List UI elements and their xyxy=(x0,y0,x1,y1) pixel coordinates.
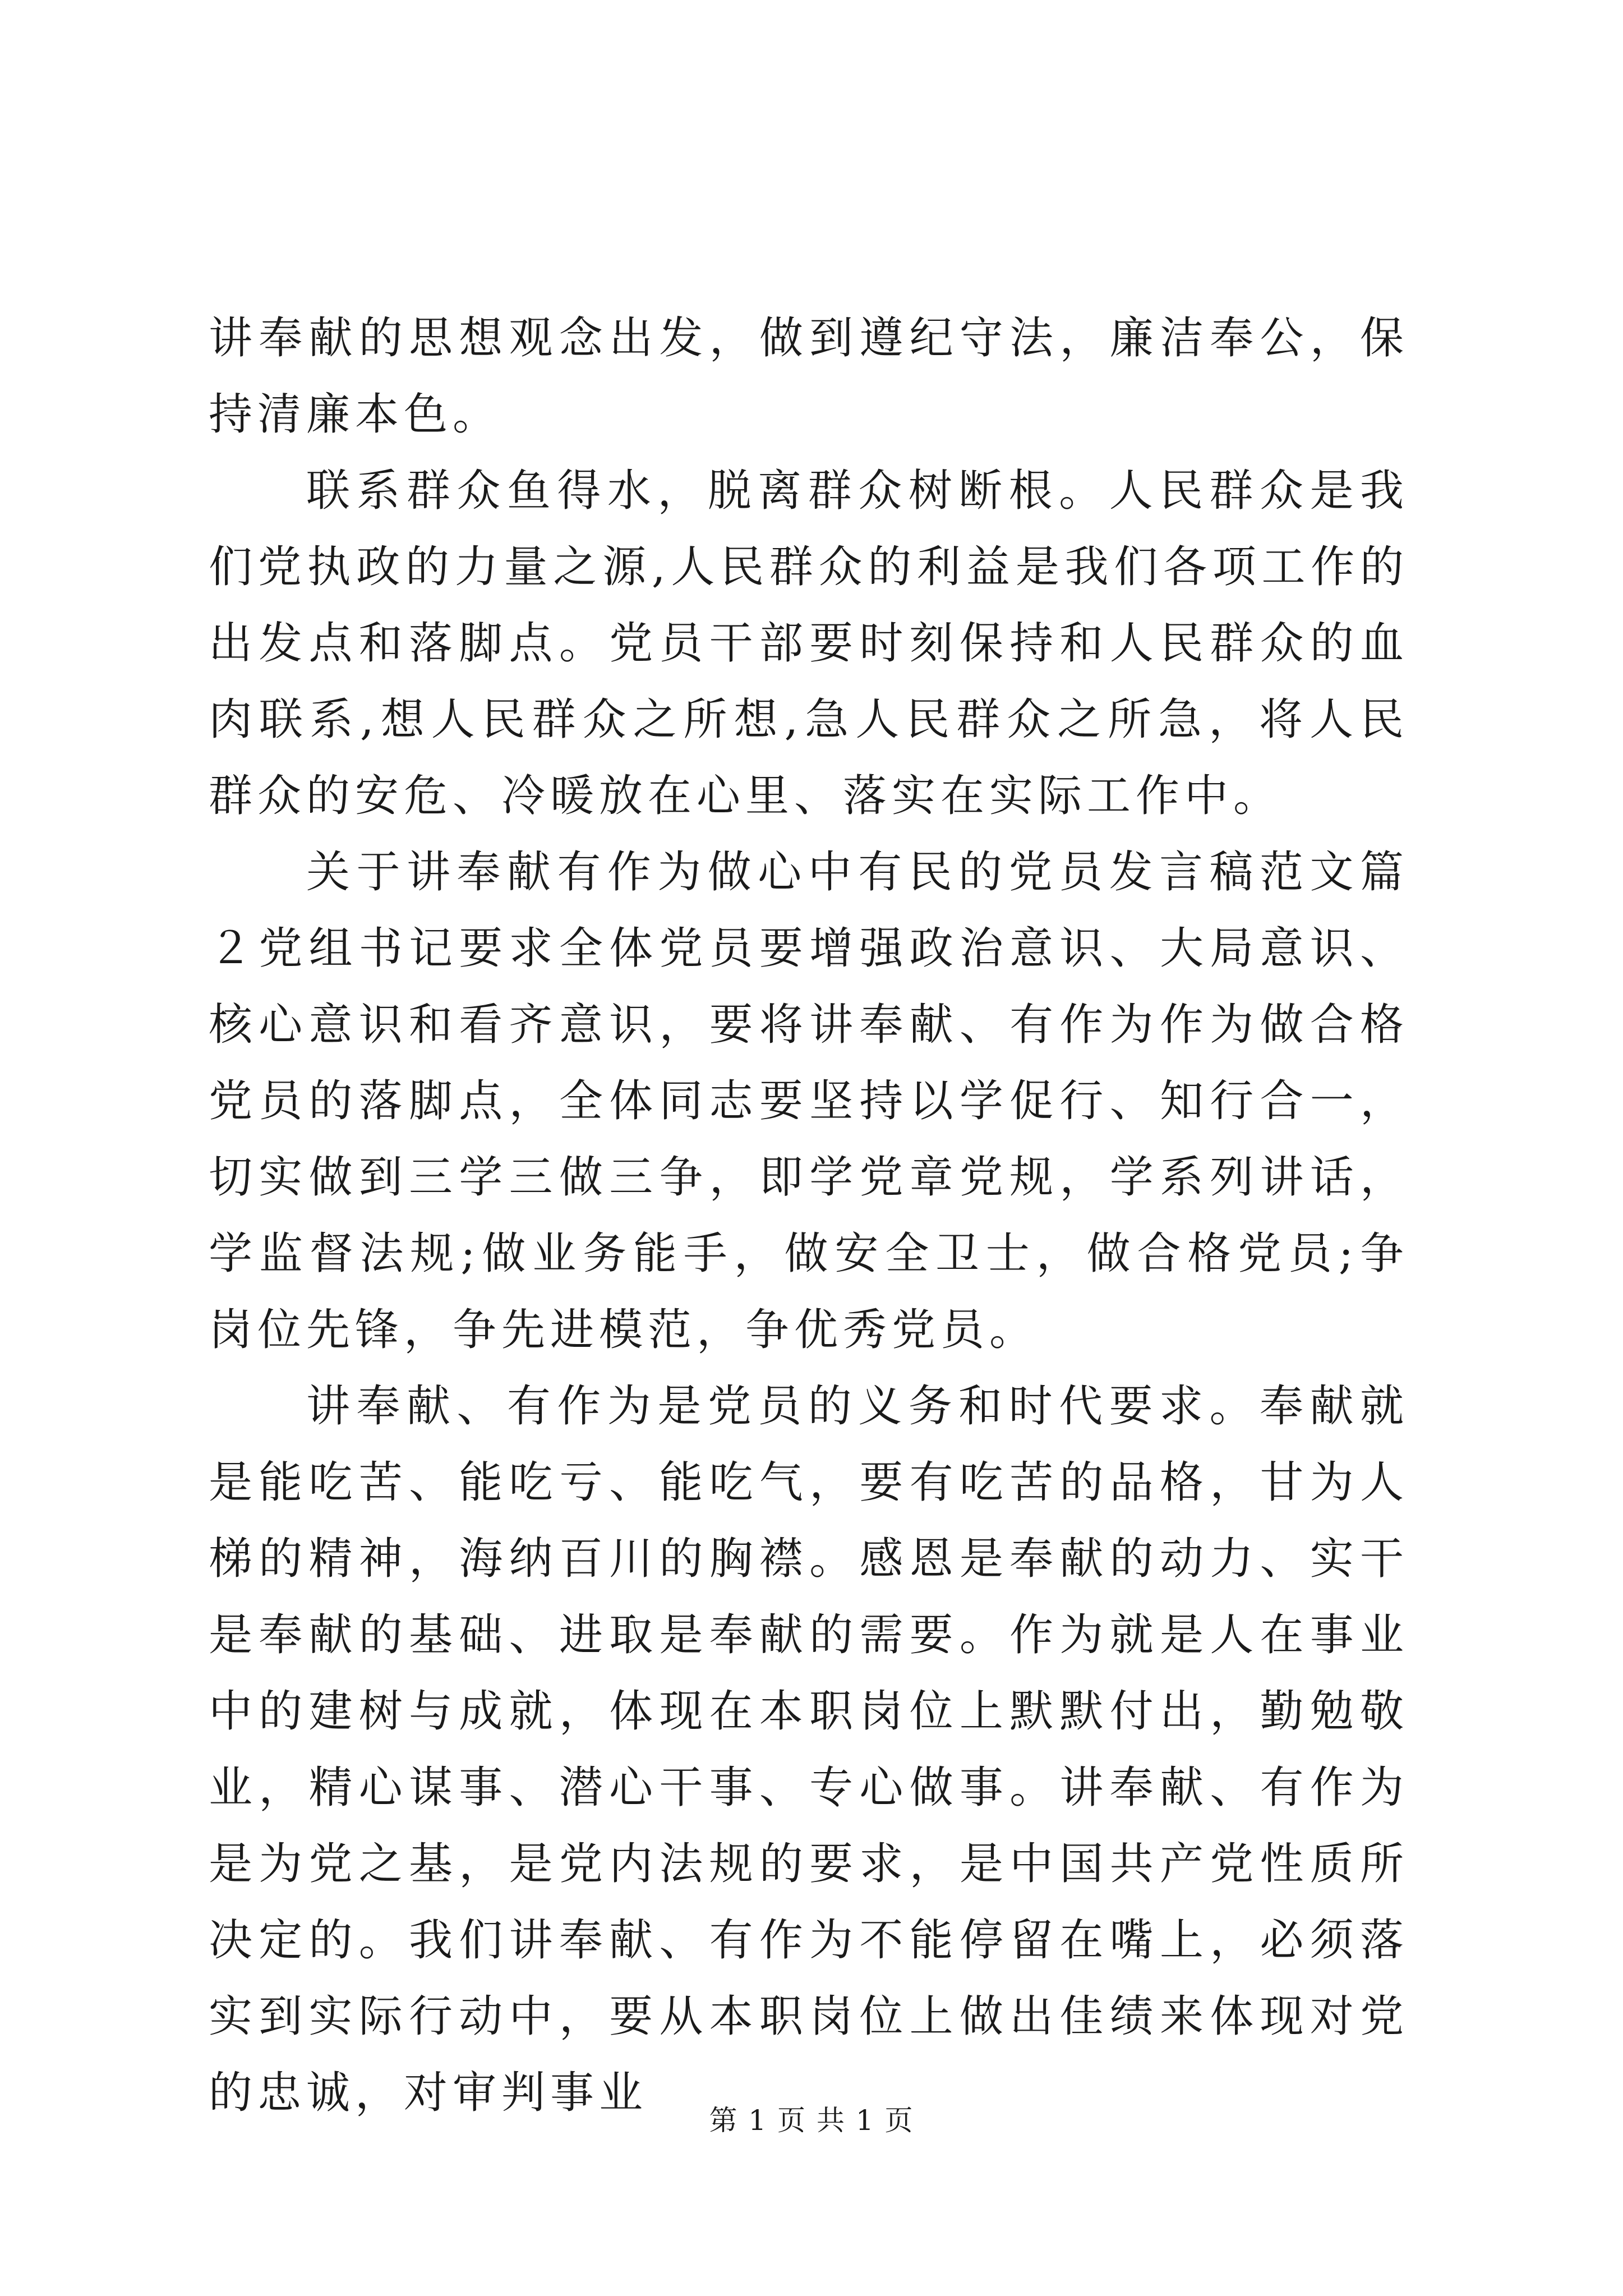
paragraph-3: 关于讲奉献有作为做心中有民的党员发言稿范文篇２党组书记要求全体党员要增强政治意识、大局意识、核心意识和看齐意识，要将讲奉献、有作为作为做合格党员的落脚点，全体同志要坚持以学促行、知行合一，切实做到三学三做三争，即学党章党规，学系列讲话，学监督法规;做业务能手，做安全卫士，做合格党员;争岗位先锋，争先进模范，争优秀党员。 xyxy=(209,847,1409,1355)
document-body xyxy=(209,300,1409,2131)
paragraph-4: 讲奉献、有作为是党员的义务和时代要求。奉献就是能吃苦、能吃亏、能吃气，要有吃苦的品格，甘为人梯的精神，海纳百川的胸襟。感恩是奉献的动力、实干是奉献的基础、进取是奉献的需要。作为就是人在事业中的建树与成就，体现在本职岗位上默默付出，勤勉敬业，精心谋事、潜心干事、专心做事。讲奉献、有作为是为党之基，是党内法规的要求，是中国共产党性质所决定的。我们讲奉献、有作为不能停留在嘴上，必须落实到实际行动中，要从本职岗位上做出佳绩来体现对党的忠诚，对审判事业 xyxy=(209,1381,1409,2118)
paragraph-2: 联系群众鱼得水，脱离群众树断根。人民群众是我们党执政的力量之源,人民群众的利益是我们各项工作的出发点和落脚点。党员干部要时刻保持和人民群众的血肉联系,想人民群众之所想,急人民群众之所急，将人民群众的安危、冷暖放在心里、落实在实际工作中。 xyxy=(209,466,1409,821)
paragraph-1: 讲奉献的思想观念出发，做到遵纪守法，廉洁奉公，保持清廉本色。 xyxy=(209,313,1409,440)
page-footer: 第 1 页 共 1 页 xyxy=(709,2104,914,2137)
